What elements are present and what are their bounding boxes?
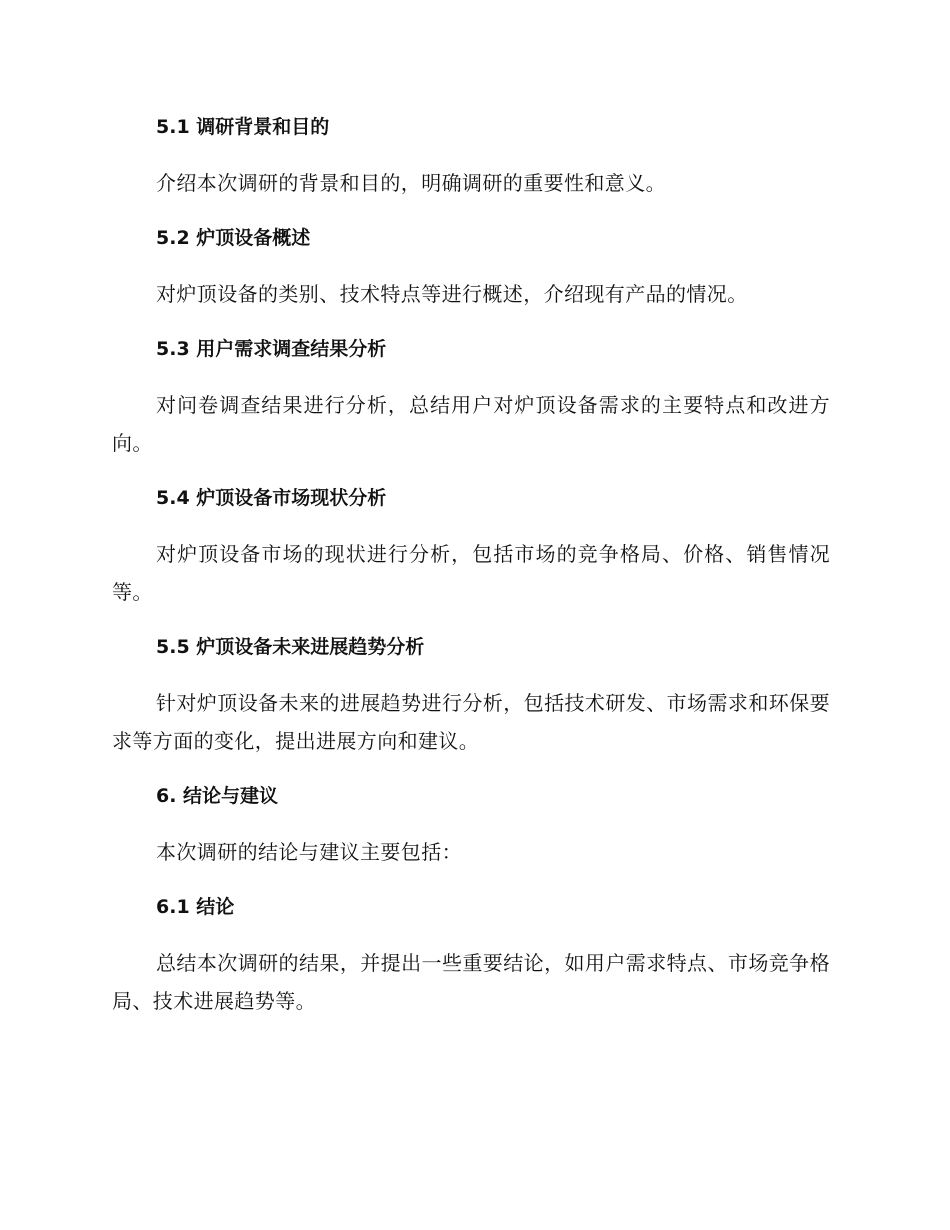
section-heading-5-3: 5.3 用户需求调查结果分析 [156, 338, 387, 360]
section-paragraph-5-5: 针对炉顶设备未来的进展趋势进行分析，包括技术研发、市场需求和环保要求等方面的变化，提出进展方向和建议。 [112, 691, 830, 753]
section-heading-5-1: 5.1 调研背景和目的 [156, 116, 330, 138]
section-heading-5-2: 5.2 炉顶设备概述 [156, 227, 311, 249]
section-paragraph-5-4: 对炉顶设备市场的现状进行分析，包括市场的竞争格局、价格、销售情况等。 [112, 542, 830, 604]
section-paragraph-5-3: 对问卷调查结果进行分析，总结用户对炉顶设备需求的主要特点和改进方向。 [112, 393, 830, 455]
section-paragraph-6-1: 总结本次调研的结果，并提出一些重要结论，如用户需求特点、市场竞争格局、技术进展趋势等。 [112, 951, 830, 1013]
section-paragraph-6: 本次调研的结论与建议主要包括： [156, 840, 462, 864]
section-heading-5-4: 5.4 炉顶设备市场现状分析 [156, 487, 387, 509]
section-heading-6-1: 6.1 结论 [156, 896, 235, 918]
section-heading-5-5: 5.5 炉顶设备未来进展趋势分析 [156, 636, 425, 658]
document-body [112, 108, 830, 1020]
section-paragraph-5-2: 对炉顶设备的类别、技术特点等进行概述，介绍现有产品的情况。 [156, 282, 748, 306]
section-heading-6: 6. 结论与建议 [156, 785, 279, 807]
section-paragraph-5-1: 介绍本次调研的背景和目的，明确调研的重要性和意义。 [156, 171, 666, 195]
